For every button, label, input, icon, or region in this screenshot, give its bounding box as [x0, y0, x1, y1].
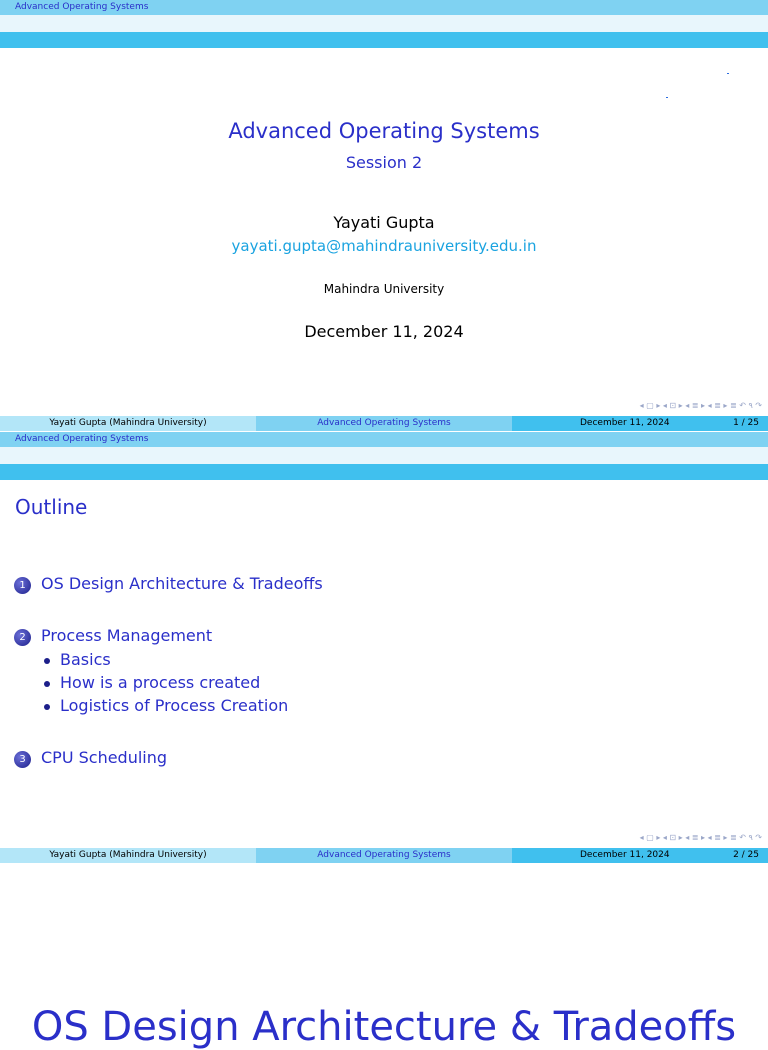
header-bar	[0, 464, 768, 480]
footer-title: Advanced Operating Systems	[256, 848, 512, 863]
header-short-title: Advanced Operating Systems	[0, 432, 768, 447]
section-title: OS Design Architecture & Tradeoffs	[31, 1004, 737, 1050]
presentation-subtitle: Session 2	[345, 153, 423, 172]
header-band	[0, 15, 768, 32]
section-number-ball: 1	[14, 577, 31, 594]
subsection-label: Logistics of Process Creation	[60, 696, 289, 715]
footer-author: Yayati Gupta (Mahindra University)	[0, 416, 256, 431]
header-bar	[0, 32, 768, 48]
bullet-icon	[44, 658, 50, 664]
beamer-navigation-icons[interactable]: ◂ ▢ ▸ ◂ ⊡ ▸ ◂ ≣ ▸ ◂ ≣ ▸ ≣ ↶ ۹ ↷	[639, 833, 762, 842]
subsection-label: Basics	[60, 650, 111, 669]
frame-title: Outline	[15, 495, 88, 519]
institute-name: Mahindra University	[323, 282, 445, 296]
footer-title: Advanced Operating Systems	[256, 416, 512, 431]
footer-bar	[0, 416, 768, 431]
slide-2	[0, 432, 768, 864]
footer-date: December 11, 2024	[580, 850, 670, 860]
footer-date: December 11, 2024	[580, 418, 670, 428]
header-short-title: Advanced Operating Systems	[0, 0, 768, 15]
section-label: OS Design Architecture & Tradeoffs	[41, 574, 323, 593]
decoration-mark	[666, 97, 668, 98]
footer-author: Yayati Gupta (Mahindra University)	[0, 848, 256, 863]
section-label: CPU Scheduling	[41, 748, 168, 767]
section-number-ball: 2	[14, 629, 31, 646]
slide-3	[0, 864, 768, 1050]
presentation-date: December 11, 2024	[304, 322, 464, 341]
section-label: Process Management	[41, 626, 213, 645]
presentation-title: Advanced Operating Systems	[228, 119, 540, 143]
beamer-navigation-icons[interactable]: ◂ ▢ ▸ ◂ ⊡ ▸ ◂ ≣ ▸ ◂ ≣ ▸ ≣ ↶ ۹ ↷	[639, 401, 762, 410]
section-number-ball: 3	[14, 751, 31, 768]
footer-date-page	[512, 848, 768, 863]
bullet-icon	[44, 681, 50, 687]
slide-1	[0, 0, 768, 432]
footer-date-page	[512, 416, 768, 431]
footer-bar	[0, 848, 768, 863]
header-band	[0, 447, 768, 464]
decoration-mark	[727, 73, 729, 74]
author-email-link[interactable]: yayati.gupta@mahindrauniversity.edu.in	[231, 237, 537, 255]
author-name: Yayati Gupta	[333, 213, 435, 232]
bullet-icon	[44, 704, 50, 710]
footer-page-number: 2 / 25	[733, 850, 759, 860]
subsection-label: How is a process created	[60, 673, 261, 692]
footer-page-number: 1 / 25	[733, 418, 759, 428]
